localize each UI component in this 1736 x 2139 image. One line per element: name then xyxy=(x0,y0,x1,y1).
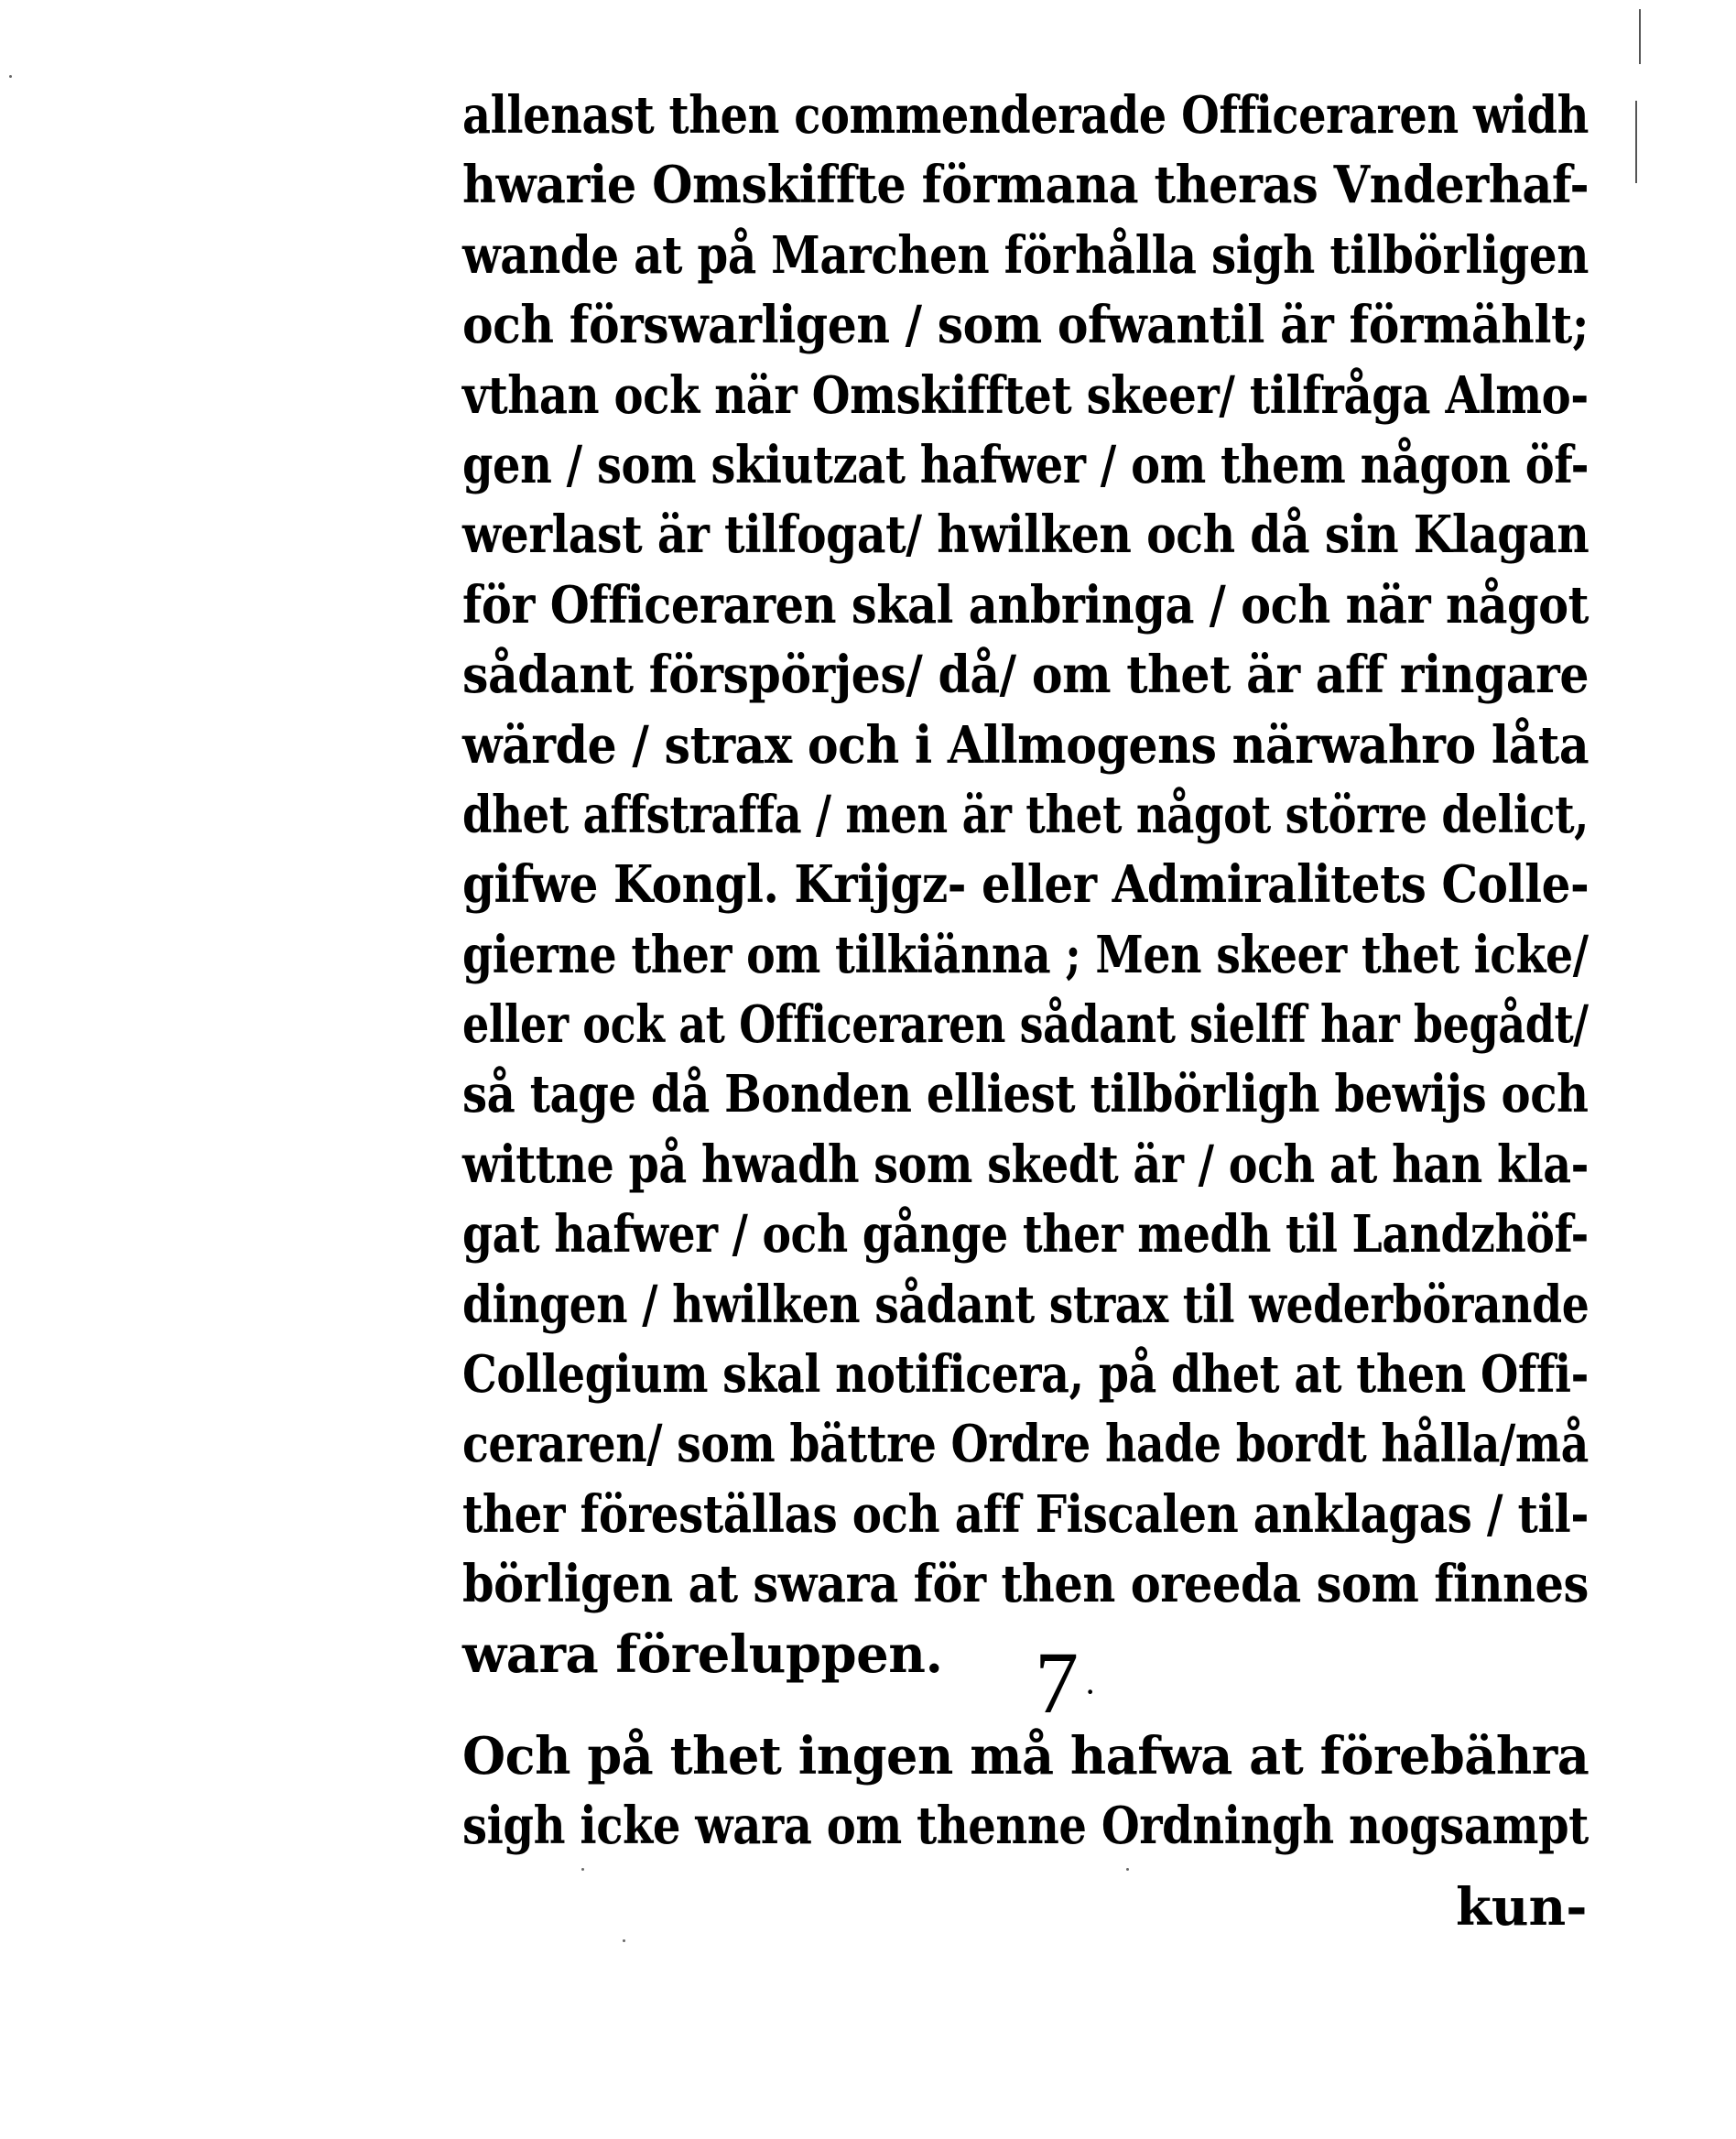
section-7-text-block xyxy=(462,1721,1589,1862)
catchword: kun- xyxy=(1456,1877,1588,1938)
text-line: dingen / hwilken sådant strax til wederbörande xyxy=(462,1274,1590,1335)
text-line: sigh icke wara om thenne Ordningh nogsampt xyxy=(462,1796,1589,1857)
text-line: dhet affstraffa / men är thet något större delict, xyxy=(462,784,1589,845)
text-line: wande at på Marchen förhålla sigh tilbörligen xyxy=(462,224,1589,286)
text-line: sådant förspörjes/ då/ om thet är aff ringare xyxy=(462,645,1590,706)
scan-speck xyxy=(623,1939,625,1942)
text-line: börligen at swara för then oreeda som finnes xyxy=(462,1554,1589,1615)
text-line: Collegium skal notificera, på dhet at then Offi- xyxy=(462,1344,1589,1406)
text-line: wittne på hwadh som skedt är / och at han kla- xyxy=(462,1134,1589,1195)
text-line: ceraren/ som bättre Ordre hade bordt hålla/må xyxy=(462,1414,1589,1475)
text-line: hwarie Omskiffte förmana theras Vnderhaf- xyxy=(462,155,1590,216)
text-line: eller ock at Officeraren sådant sielff har begådt/ xyxy=(462,994,1589,1056)
text-line: vthan ock när Omskifftet skeer/ tilfråga Almo- xyxy=(462,364,1589,426)
text-line: ther föreställas och aff Fiscalen anklagas / til- xyxy=(462,1483,1589,1545)
text-line: gifwe Kongl. Krijgz- eller Admiralitets Colle- xyxy=(462,854,1590,916)
scan-speck xyxy=(581,1868,584,1871)
text-line: gierne ther om tilkiänna ; Men skeer thet icke/ xyxy=(462,924,1589,985)
section-number-value: 7 xyxy=(1035,1634,1079,1732)
section-number-dot: · xyxy=(1084,1670,1097,1712)
text-line: gen / som skiutzat hafwer / om them någon öf- xyxy=(462,434,1590,495)
scan-edge-mark xyxy=(1635,101,1637,183)
text-line: så tage då Bonden elliest tilbörligh bewijs och xyxy=(462,1064,1589,1125)
text-line: för Officeraren skal anbringa / och när något xyxy=(462,574,1590,635)
text-line: och förswarligen / som ofwantil är förmählt; xyxy=(462,295,1590,356)
scan-speck xyxy=(9,75,12,78)
text-line: allenast then commenderade Officeraren widh xyxy=(462,85,1589,146)
body-text-block xyxy=(462,81,1589,1689)
text-line: gat hafwer / och gånge ther medh til Landzhöf- xyxy=(462,1204,1589,1265)
text-line: wara föreluppen. xyxy=(462,1623,943,1685)
scan-edge-mark xyxy=(1639,9,1641,64)
text-line: werlast är tilfogat/ hwilken och då sin Klagan xyxy=(462,505,1590,566)
scan-speck xyxy=(1126,1868,1129,1871)
text-line: Och på thet ingen må hafwa at förebähra xyxy=(462,1726,1590,1786)
text-line: wärde / strax och i Allmogens närwahro låta xyxy=(462,714,1590,776)
